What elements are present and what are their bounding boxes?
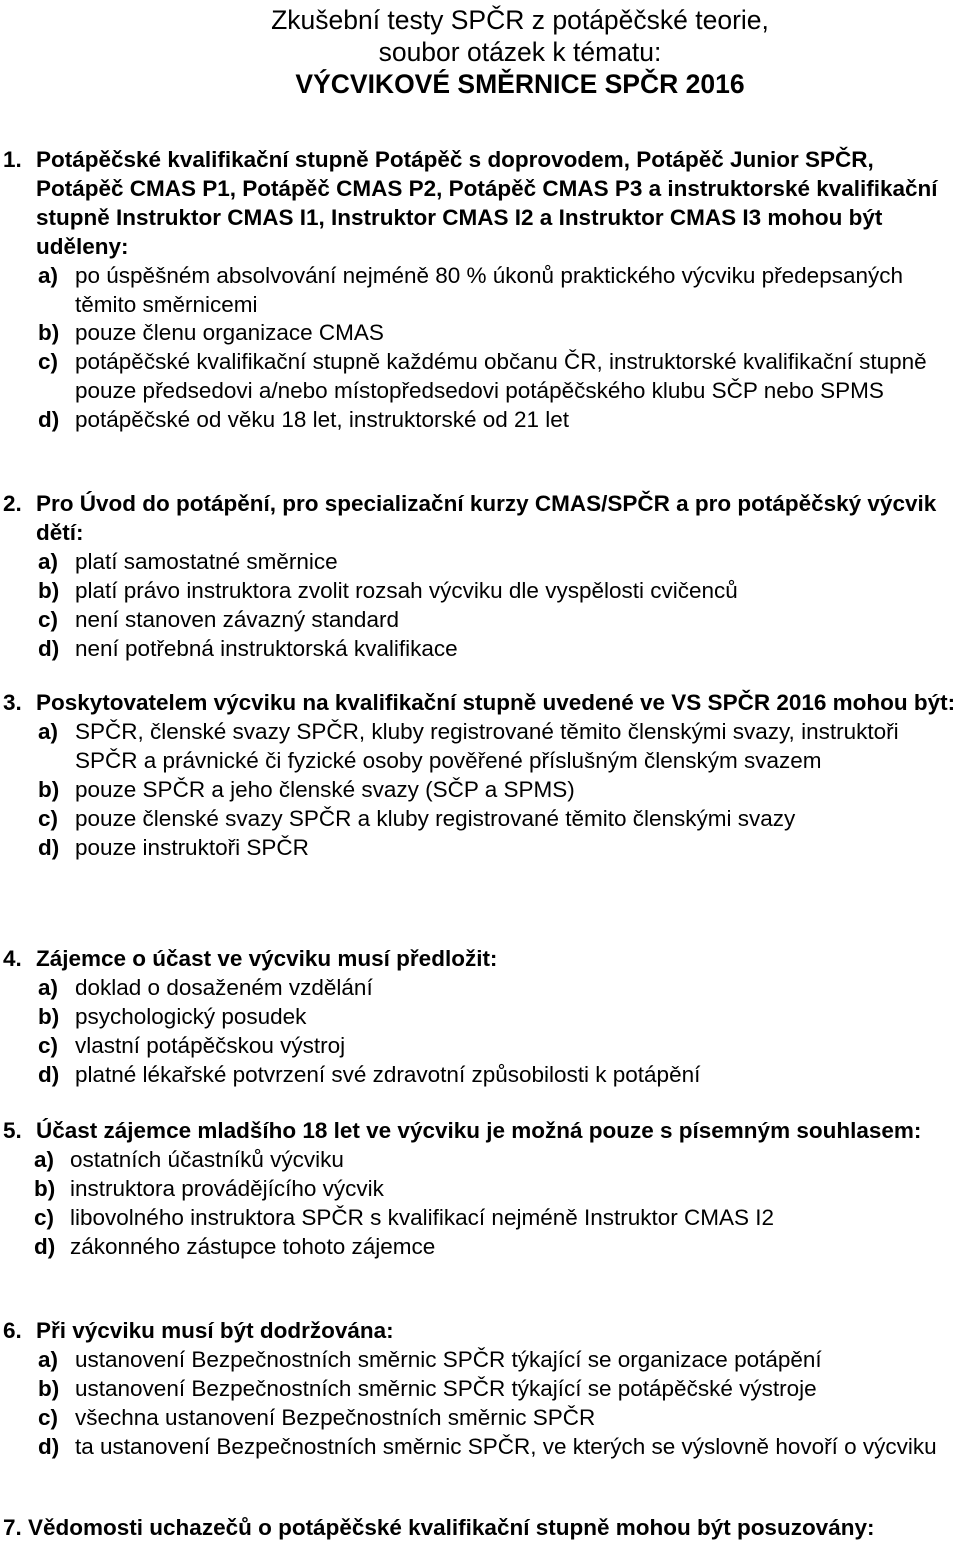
answer-text: není stanoven závazný standard [75, 606, 399, 632]
answer-b[interactable] [0, 319, 960, 348]
answer-text: potápěčské kvalifikační stupně každému občanu ČR, instruktorské kvalifikační stupně pouze předsedovi a/nebo místopředsedovi potápěčského klubu SČP nebo SPMS [75, 349, 927, 404]
answer-text: není potřebná instruktorská kvalifikace [75, 635, 458, 661]
answer-text: doklad o dosaženém vzdělání [75, 974, 373, 1000]
answer-text: libovolného instruktora SPČR s kvalifikací nejméně Instruktor CMAS I2 [70, 1204, 775, 1230]
question-number: 6. [3, 1318, 22, 1343]
answer-a[interactable] [0, 718, 960, 776]
answer-d[interactable] [0, 1233, 960, 1262]
answer-text: pouze členu organizace CMAS [75, 320, 384, 346]
answer-d[interactable] [0, 1433, 960, 1462]
question-number: 3. [3, 690, 22, 715]
question-1 [0, 146, 960, 435]
document-header [0, 4, 960, 100]
answer-text: zákonného zástupce tohoto zájemce [70, 1233, 436, 1259]
answer-letter: b) [38, 1003, 60, 1029]
answer-text: instruktora provádějícího výcvik [70, 1175, 384, 1201]
answer-letter: d) [38, 407, 60, 433]
question-number: 2. [3, 491, 22, 516]
answer-letter: b) [34, 1175, 56, 1201]
answer-c[interactable] [0, 1032, 960, 1061]
answer-text: psychologický posudek [75, 1003, 307, 1029]
answer-c[interactable] [0, 1204, 960, 1233]
question-text: Zájemce o účast ve výcviku musí předložit: [36, 946, 498, 971]
answer-a[interactable] [0, 262, 960, 320]
question-number: 7. [3, 1515, 22, 1540]
answer-c[interactable] [0, 1404, 960, 1433]
answer-c[interactable] [0, 606, 960, 635]
answer-text: všechna ustanovení Bezpečnostních směrnic SPČR [75, 1404, 596, 1430]
question-text: Potápěčské kvalifikační stupně Potápěč s doprovodem, Potápěč Junior SPČR, Potápěč CMAS P1, Potápěč CMAS P2, Potápěč CMAS P3 a instruktorské kvalifikační stupně Instruktor CMAS I1, Instruktor CMAS I2 a Instruktor CMAS I3 mohou být uděleny: [36, 147, 938, 259]
answer-d[interactable] [0, 406, 960, 435]
answer-letter: a) [38, 1346, 59, 1372]
answer-a[interactable] [0, 1146, 960, 1175]
answer-text: ostatních účastníků výcviku [70, 1146, 344, 1172]
answer-letter: a) [38, 548, 59, 574]
answer-letter: c) [38, 1404, 59, 1430]
answer-b[interactable] [0, 577, 960, 606]
answer-text: pouze instruktoři SPČR [75, 834, 309, 860]
answer-letter: d) [38, 834, 60, 860]
question-7 [0, 1514, 960, 1543]
answer-a[interactable] [0, 1346, 960, 1375]
answer-text: pouze SPČR a jeho členské svazy (SČP a SPMS) [75, 776, 575, 802]
answer-text: po úspěšném absolvování nejméně 80 % úkonů praktického výcviku předepsaných těmito směrnicemi [75, 262, 903, 317]
answer-letter: d) [38, 635, 60, 661]
answer-text: ustanovení Bezpečnostních směrnic SPČR týkající se potápěčské výstroje [75, 1375, 817, 1401]
answer-letter: d) [38, 1061, 60, 1087]
answer-letter: a) [38, 262, 59, 288]
answer-letter: c) [38, 606, 59, 632]
answer-text: platí právo instruktora zvolit rozsah výcviku dle vyspělosti cvičenců [75, 577, 738, 603]
answer-a[interactable] [0, 548, 960, 577]
answer-b[interactable] [0, 1003, 960, 1032]
question-number: 4. [3, 946, 22, 971]
answer-b[interactable] [0, 1175, 960, 1204]
answer-text: ustanovení Bezpečnostních směrnic SPČR týkající se organizace potápění [75, 1346, 822, 1372]
answer-c[interactable] [0, 805, 960, 834]
question-5 [0, 1117, 960, 1262]
answer-d[interactable] [0, 1061, 960, 1090]
answer-text: pouze členské svazy SPČR a kluby registrované těmito členskými svazy [75, 805, 796, 831]
question-number: 5. [3, 1118, 22, 1143]
header-line-1: Zkušební testy SPČR z potápěčské teorie, [271, 5, 769, 35]
answer-b[interactable] [0, 776, 960, 805]
answer-text: SPČR, členské svazy SPČR, kluby registrované těmito členskými svazy, instruktoři SPČR a právnické či fyzické osoby pověřené příslušným členským svazem [75, 718, 899, 773]
answer-text: ta ustanovení Bezpečnostních směrnic SPČR, ve kterých se výslovně hovoří o výcviku [75, 1433, 937, 1459]
question-6 [0, 1317, 960, 1462]
answer-letter: b) [38, 776, 60, 802]
answer-letter: d) [34, 1233, 56, 1259]
answer-letter: c) [38, 805, 59, 831]
answer-d[interactable] [0, 635, 960, 664]
question-4 [0, 945, 960, 1090]
header-title: VÝCVIKOVÉ SMĚRNICE SPČR 2016 [295, 69, 745, 99]
question-2 [0, 490, 960, 663]
answer-letter: c) [38, 349, 59, 375]
answer-text: vlastní potápěčskou výstroj [75, 1032, 346, 1058]
answer-a[interactable] [0, 974, 960, 1003]
answer-letter: c) [38, 1032, 59, 1058]
answer-text: platí samostatné směrnice [75, 548, 338, 574]
answer-letter: b) [38, 320, 60, 346]
answer-letter: d) [38, 1433, 60, 1459]
answer-letter: b) [38, 1375, 60, 1401]
answer-d[interactable] [0, 834, 960, 863]
answer-c[interactable] [0, 348, 960, 406]
question-text: Poskytovatelem výcviku na kvalifikační stupně uvedené ve VS SPČR 2016 mohou být: [36, 690, 956, 715]
question-number: 1. [3, 147, 22, 172]
answer-letter: a) [38, 718, 59, 744]
answer-text: platné lékařské potvrzení své zdravotní způsobilosti k potápění [75, 1061, 701, 1087]
answer-letter: a) [38, 974, 59, 1000]
question-3 [0, 689, 960, 862]
answer-letter: c) [34, 1204, 55, 1230]
answer-letter: a) [34, 1146, 55, 1172]
answer-text: potápěčské od věku 18 let, instruktorské od 21 let [75, 407, 570, 433]
question-text: Vědomosti uchazečů o potápěčské kvalifikační stupně mohou být posuzovány: [28, 1515, 875, 1540]
header-line-2: soubor otázek k tématu: [378, 37, 662, 67]
question-text: Pro Úvod do potápění, pro specializační kurzy CMAS/SPČR a pro potápěčský výcvik dětí: [36, 491, 937, 545]
answer-letter: b) [38, 577, 60, 603]
answer-b[interactable] [0, 1375, 960, 1404]
question-text: Účast zájemce mladšího 18 let ve výcviku je možná pouze s písemným souhlasem: [36, 1118, 922, 1143]
question-text: Při výcviku musí být dodržována: [36, 1318, 394, 1343]
